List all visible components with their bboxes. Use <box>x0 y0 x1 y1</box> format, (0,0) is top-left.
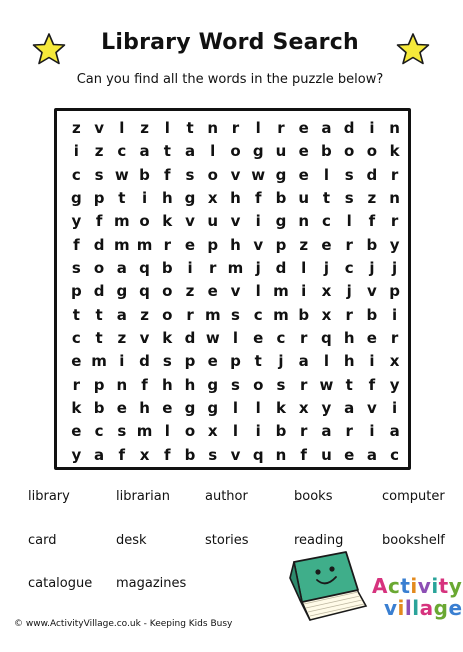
grid-letter: g <box>184 399 196 418</box>
grid-letter: o <box>207 165 218 184</box>
grid-letter: p <box>389 282 400 301</box>
grid-letter: e <box>207 352 218 371</box>
grid-letter: z <box>140 305 149 324</box>
grid-letter: r <box>345 305 353 324</box>
grid-letter: b <box>275 189 287 208</box>
grid-letter: a <box>94 445 105 464</box>
logo-letter: a <box>419 596 434 620</box>
grid-letter: e <box>366 329 377 348</box>
grid-letter: h <box>184 375 196 394</box>
grid-letter: c <box>117 142 127 161</box>
grid-letter: f <box>73 235 80 254</box>
grid-letter: h <box>230 235 241 254</box>
grid-letter: e <box>253 329 264 348</box>
grid-letter: m <box>136 422 153 441</box>
footer-credit: © www.ActivityVillage.co.uk - Keeping Kids Busy <box>14 619 233 629</box>
grid-letter: f <box>141 375 148 394</box>
grid-letter: e <box>184 235 196 254</box>
grid-letter: k <box>162 329 173 348</box>
grid-letter: l <box>255 282 261 301</box>
grid-letter: p <box>184 352 196 371</box>
grid-letter: y <box>71 445 82 464</box>
grid-letter: x <box>389 352 400 371</box>
grid-letter: h <box>139 399 150 418</box>
grid-letter: r <box>186 305 194 324</box>
grid-letter: r <box>390 212 399 231</box>
grid-letter: p <box>70 282 82 301</box>
grid-letter: r <box>299 329 308 348</box>
grid-letter: j <box>346 282 352 301</box>
grid-letter: g <box>116 282 128 301</box>
grid-letter: a <box>184 142 196 161</box>
logo-line-2 <box>384 596 463 620</box>
activity-village-logo <box>372 574 463 634</box>
grid-letter: s <box>344 165 354 184</box>
grid-letter: q <box>252 445 264 464</box>
grid-letter: u <box>275 142 287 161</box>
grid-letter: f <box>164 165 171 184</box>
grid-letter: i <box>119 352 125 371</box>
grid-letter: m <box>114 212 130 231</box>
logo-letter: e <box>448 596 463 620</box>
grid-letter: m <box>273 282 289 301</box>
grid-letter: i <box>392 305 398 324</box>
grid-letter: s <box>162 352 172 371</box>
grid-letter: f <box>368 375 376 394</box>
grid-letter: z <box>367 189 377 208</box>
grid-letter: p <box>230 352 241 371</box>
grid-letter: z <box>299 235 309 254</box>
grid-letter: b <box>93 399 105 418</box>
grid-letter: l <box>255 399 261 418</box>
grid-letter: a <box>344 399 355 418</box>
grid-letter: e <box>71 352 82 371</box>
page-subtitle: Can you find all the words in the puzzle below? <box>76 72 384 87</box>
grid-letter: s <box>208 445 218 464</box>
grid-letter: n <box>389 119 400 138</box>
grid-letter: d <box>93 282 105 301</box>
grid-letter: u <box>298 189 310 208</box>
grid-letter: v <box>253 235 264 254</box>
grid-letter: m <box>91 352 107 371</box>
grid-letter: e <box>162 399 173 418</box>
grid-letter: c <box>94 422 104 441</box>
grid-letter: v <box>230 445 241 464</box>
logo-letter: i <box>431 574 439 598</box>
grid-letter: r <box>163 235 171 254</box>
grid-letter: i <box>369 422 375 441</box>
logo-letter: y <box>448 574 463 598</box>
grid-letter: a <box>139 142 150 161</box>
grid-letter: z <box>94 142 104 161</box>
grid-letter: s <box>117 422 127 441</box>
word-list-item: magazines <box>116 576 187 591</box>
grid-letter: b <box>139 165 150 184</box>
word-search-grid <box>65 117 406 467</box>
grid-letter: q <box>321 329 332 348</box>
grid-letter: h <box>161 375 173 394</box>
grid-letter: h <box>161 189 173 208</box>
logo-letter: l <box>412 596 420 620</box>
grid-letter: r <box>231 119 240 138</box>
grid-letter: f <box>95 212 103 231</box>
grid-letter: l <box>323 352 329 371</box>
grid-letter: v <box>185 212 195 231</box>
grid-letter: w <box>251 165 266 184</box>
grid-letter: v <box>367 399 377 418</box>
grid-letter: o <box>184 422 196 441</box>
grid-letter: u <box>207 212 219 231</box>
grid-letter: q <box>139 259 150 278</box>
grid-letter: a <box>321 119 332 138</box>
grid-letter: t <box>72 305 80 324</box>
logo-letter: v <box>417 574 432 598</box>
grid-letter: h <box>343 352 355 371</box>
grid-letter: t <box>186 119 194 138</box>
grid-letter: f <box>164 445 171 464</box>
grid-letter: n <box>298 212 310 231</box>
grid-letter: p <box>207 235 219 254</box>
word-list-item: books <box>294 489 333 504</box>
grid-letter: b <box>298 305 310 324</box>
grid-letter: s <box>94 165 104 184</box>
book-icon <box>286 548 374 626</box>
grid-letter: f <box>300 445 307 464</box>
grid-letter: t <box>95 305 103 324</box>
grid-letter: c <box>253 305 263 324</box>
grid-letter: o <box>230 142 241 161</box>
grid-letter: v <box>94 119 104 138</box>
grid-letter: j <box>323 259 329 278</box>
grid-letter: a <box>366 445 377 464</box>
grid-letter: b <box>275 422 287 441</box>
logo-letter: c <box>387 574 401 598</box>
grid-letter: w <box>319 375 334 394</box>
grid-letter: e <box>207 282 218 301</box>
grid-letter: g <box>252 142 264 161</box>
grid-letter: t <box>95 329 103 348</box>
grid-letter: y <box>71 212 82 231</box>
word-list-item: library <box>28 489 70 504</box>
grid-letter: y <box>389 375 400 394</box>
grid-letter: c <box>321 212 331 231</box>
grid-letter: v <box>139 329 150 348</box>
grid-letter: i <box>392 399 398 418</box>
grid-letter: l <box>164 422 170 441</box>
grid-letter: k <box>71 399 82 418</box>
grid-letter: j <box>369 259 375 278</box>
grid-letter: x <box>207 189 218 208</box>
grid-letter: o <box>162 282 173 301</box>
grid-letter: z <box>71 119 81 138</box>
grid-letter: o <box>93 259 105 278</box>
grid-letter: i <box>301 282 307 301</box>
grid-letter: c <box>390 445 400 464</box>
grid-letter: j <box>278 352 284 371</box>
grid-letter: d <box>275 259 287 278</box>
grid-letter: l <box>164 119 170 138</box>
grid-letter: e <box>298 119 309 138</box>
grid-letter: t <box>345 375 353 394</box>
grid-letter: b <box>366 235 378 254</box>
word-list-item: computer <box>382 489 445 504</box>
grid-letter: o <box>253 375 264 394</box>
grid-letter: w <box>114 165 129 184</box>
grid-letter: c <box>276 329 286 348</box>
grid-letter: j <box>392 259 398 278</box>
grid-letter: a <box>321 422 332 441</box>
grid-letter: l <box>346 212 352 231</box>
grid-letter: l <box>232 422 239 441</box>
grid-letter: t <box>118 189 126 208</box>
logo-letter: t <box>438 574 449 598</box>
grid-letter: z <box>117 329 127 348</box>
grid-letter: g <box>207 375 219 394</box>
word-list-item: author <box>205 489 248 504</box>
grid-letter: u <box>321 445 332 464</box>
grid-letter: n <box>389 189 400 208</box>
word-list-item: desk <box>116 533 147 548</box>
logo-letter: A <box>372 574 388 598</box>
grid-letter: r <box>345 235 353 254</box>
grid-letter: f <box>254 189 262 208</box>
logo-letter: i <box>397 596 405 620</box>
grid-letter: e <box>298 165 309 184</box>
grid-letter: n <box>116 375 128 394</box>
grid-letter: n <box>207 119 219 138</box>
grid-letter: s <box>185 165 195 184</box>
grid-letter: n <box>275 445 287 464</box>
grid-letter: l <box>119 119 125 138</box>
grid-letter: p <box>275 235 287 254</box>
grid-letter: r <box>209 259 217 278</box>
grid-letter: g <box>70 189 82 208</box>
grid-letter: i <box>369 352 375 371</box>
word-list-item: catalogue <box>28 576 93 591</box>
grid-letter: d <box>93 235 105 254</box>
word-list-item: stories <box>205 533 249 548</box>
grid-letter: s <box>344 189 354 208</box>
word-list-item: reading <box>294 533 344 548</box>
grid-letter: b <box>321 142 332 161</box>
grid-letter: l <box>232 399 239 418</box>
word-search-grid-frame <box>54 108 411 470</box>
grid-letter: r <box>277 119 285 138</box>
grid-letter: f <box>368 212 376 231</box>
grid-letter: o <box>344 142 355 161</box>
logo-letter: i <box>410 574 418 598</box>
grid-letter: i <box>255 422 261 441</box>
grid-letter: g <box>275 212 287 231</box>
grid-letter: w <box>205 329 220 348</box>
word-list-item: librarian <box>116 489 170 504</box>
grid-letter: r <box>345 422 353 441</box>
word-list-item: card <box>28 533 57 548</box>
grid-letter: h <box>343 329 355 348</box>
logo-letter: l <box>404 596 413 620</box>
grid-letter: r <box>390 165 399 184</box>
grid-letter: l <box>232 329 239 348</box>
grid-letter: a <box>389 422 400 441</box>
grid-letter: e <box>71 422 82 441</box>
grid-letter: i <box>255 212 261 231</box>
grid-letter: m <box>114 235 130 254</box>
grid-letter: x <box>139 445 150 464</box>
grid-letter: i <box>187 259 193 278</box>
grid-letter: r <box>72 375 81 394</box>
grid-letter: a <box>298 352 309 371</box>
grid-letter: v <box>230 282 241 301</box>
grid-letter: e <box>321 235 332 254</box>
logo-line-1 <box>372 574 462 598</box>
grid-letter: i <box>141 189 148 208</box>
grid-letter: a <box>116 259 127 278</box>
grid-letter: l <box>323 165 329 184</box>
grid-letter: t <box>254 352 262 371</box>
grid-letter: o <box>366 142 378 161</box>
word-list-item: bookshelf <box>382 533 445 548</box>
grid-letter: y <box>389 235 400 254</box>
grid-letter: p <box>93 375 105 394</box>
grid-letter: x <box>207 422 218 441</box>
grid-letter: x <box>321 305 332 324</box>
grid-letter: g <box>207 399 219 418</box>
grid-letter: x <box>298 399 309 418</box>
grid-letter: k <box>389 142 400 161</box>
grid-letter: r <box>390 329 399 348</box>
grid-letter: v <box>230 212 241 231</box>
grid-letter: s <box>276 375 286 394</box>
grid-letter: g <box>275 165 287 184</box>
grid-letter: o <box>139 212 150 231</box>
grid-letter: b <box>366 305 378 324</box>
grid-letter: k <box>162 212 173 231</box>
grid-letter: p <box>93 189 105 208</box>
grid-letter: m <box>136 235 153 254</box>
grid-letter: i <box>369 119 375 138</box>
grid-letter: j <box>255 259 261 278</box>
grid-letter: o <box>162 305 173 324</box>
grid-letter: l <box>255 119 261 138</box>
grid-letter: r <box>299 422 308 441</box>
grid-letter: d <box>366 165 378 184</box>
grid-letter: c <box>71 329 81 348</box>
grid-letter: y <box>321 399 332 418</box>
grid-letter: f <box>118 445 126 464</box>
grid-letter: q <box>139 282 150 301</box>
grid-letter: k <box>275 399 286 418</box>
grid-letter: z <box>185 282 195 301</box>
grid-letter: s <box>231 375 240 394</box>
grid-letter: i <box>73 142 79 161</box>
grid-letter: a <box>116 305 127 324</box>
grid-letter: m <box>227 259 244 278</box>
grid-letter: v <box>367 282 377 301</box>
grid-letter: s <box>231 305 240 324</box>
grid-letter: t <box>163 142 171 161</box>
grid-letter: g <box>184 189 196 208</box>
grid-letter: c <box>344 259 354 278</box>
grid-letter: l <box>301 259 307 278</box>
grid-letter: r <box>299 375 308 394</box>
grid-letter: z <box>140 119 149 138</box>
grid-letter: m <box>204 305 221 324</box>
logo-letter: g <box>433 596 449 620</box>
grid-letter: b <box>161 259 173 278</box>
grid-letter: v <box>230 165 241 184</box>
grid-letter: e <box>116 399 127 418</box>
grid-letter: e <box>344 445 355 464</box>
grid-letter: d <box>184 329 196 348</box>
grid-letter: c <box>71 165 81 184</box>
grid-letter: d <box>139 352 150 371</box>
grid-letter: e <box>298 142 309 161</box>
grid-letter: m <box>273 305 289 324</box>
grid-letter: l <box>210 142 216 161</box>
page-title: Library Word Search <box>101 30 359 55</box>
grid-letter: t <box>322 189 331 208</box>
grid-letter: b <box>184 445 196 464</box>
grid-letter: h <box>230 189 241 208</box>
grid-letter: x <box>321 282 332 301</box>
logo-letter: t <box>400 574 411 598</box>
grid-letter: s <box>71 259 81 278</box>
logo-letter: v <box>384 596 398 620</box>
grid-letter: d <box>343 119 355 138</box>
